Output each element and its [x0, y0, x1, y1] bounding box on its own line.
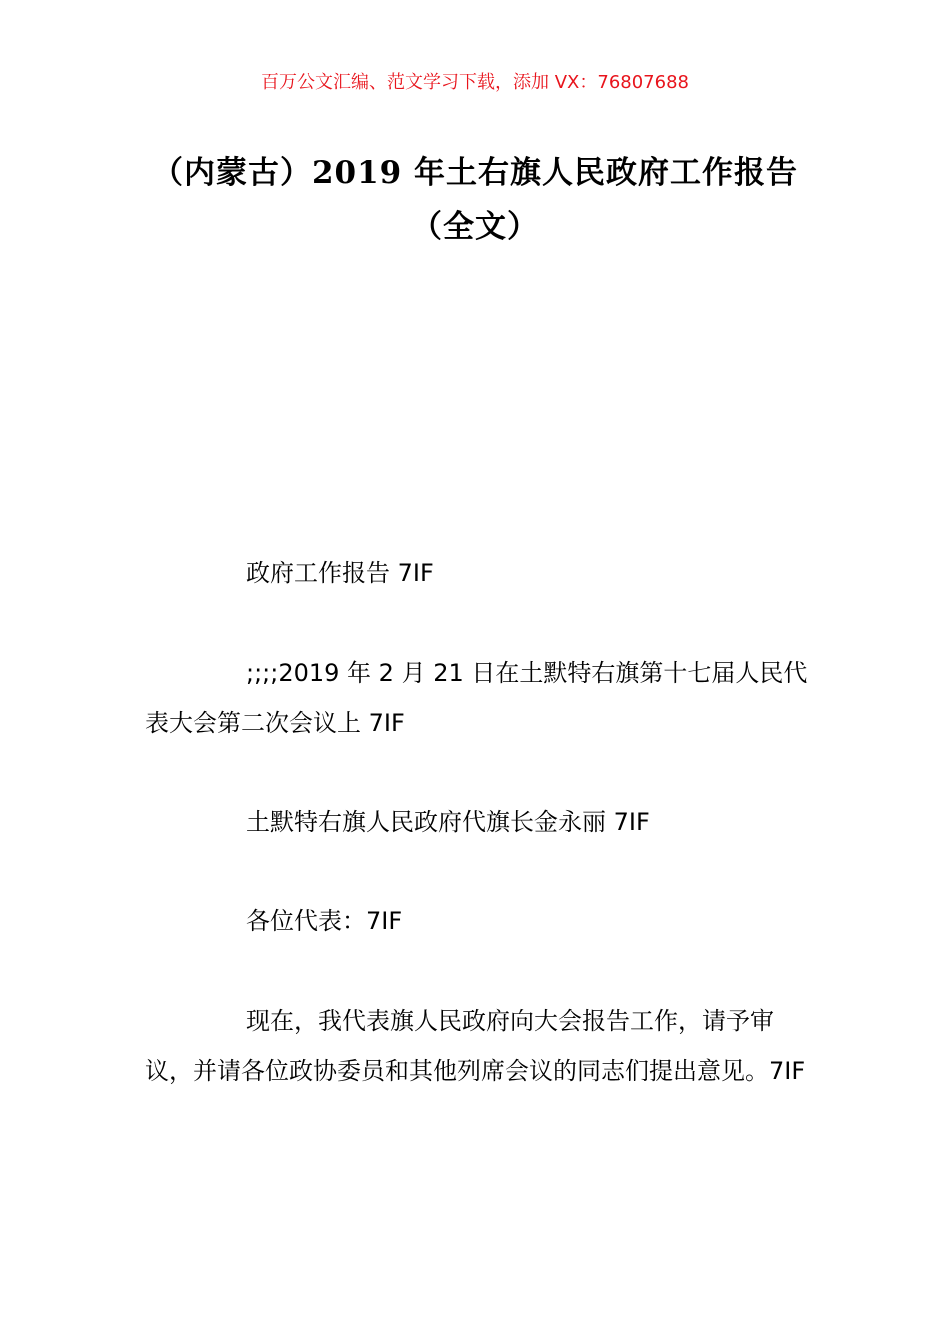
paragraph-report-heading: 政府工作报告 7IF — [246, 559, 434, 587]
paragraph-speaker: 土默特右旗人民政府代旗长金永丽 7IF — [246, 808, 650, 836]
paragraph-salutation: 各位代表：7IF — [246, 907, 403, 935]
paragraph-meeting-date: ;;;;2019 年 2 月 21 日在土默特右旗第十七届人民代表大会第二次会议上 7IF — [145, 659, 808, 737]
header-watermark-note: 百万公文汇编、范文学习下载，添加 VX：76807688 — [261, 72, 689, 93]
document-title: （内蒙古）2019 年土右旗人民政府工作报告（全文） — [151, 155, 799, 245]
paragraph-opening: 现在，我代表旗人民政府向大会报告工作，请予审议，并请各位政协委员和其他列席会议的同志们提出意见。7IF — [145, 1007, 806, 1085]
